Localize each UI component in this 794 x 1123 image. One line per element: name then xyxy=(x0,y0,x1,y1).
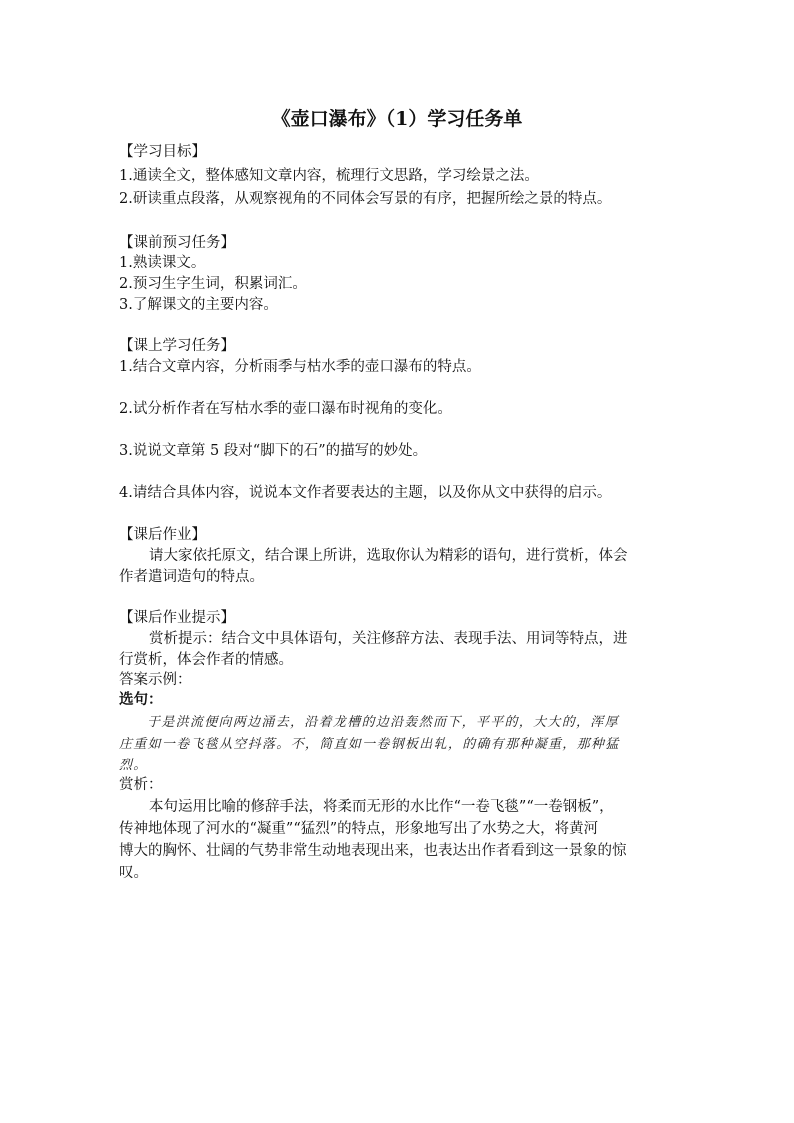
class-tasks-heading: 【课上学习任务】 xyxy=(119,338,235,354)
hint-heading: 【课后作业提示】 xyxy=(119,610,235,626)
class-task-item: 2.试分析作者在写枯水季的壶口瀑布时视角的变化。 xyxy=(119,401,452,417)
class-task-item: 1.结合文章内容，分析雨季与枯水季的壶口瀑布的特点。 xyxy=(119,359,481,375)
preview-item: 2.预习生字生词，积累词汇。 xyxy=(119,276,307,292)
preview-heading: 【课前预习任务】 xyxy=(119,235,235,251)
goals-heading: 【学习目标】 xyxy=(119,144,206,160)
analysis-text: 传神地体现了河水的“凝重”“猛烈”的特点，形象地写出了水势之大，将黄河 xyxy=(119,821,599,837)
homework-heading: 【课后作业】 xyxy=(119,527,206,543)
hint-text: 行赏析，体会作者的情感。 xyxy=(119,652,293,668)
analysis-text: 叹。 xyxy=(119,865,148,881)
analysis-text: 博大的胸怀、壮阔的气势非常生动地表现出来，也表达出作者看到这一景象的惊 xyxy=(119,843,627,859)
document-title: 《壶口瀑布》（1）学习任务单 xyxy=(271,108,523,130)
homework-text: 请大家依托原文，结合课上所讲，选取你认为精彩的语句，进行赏析，体会 xyxy=(149,548,628,564)
quoted-sentence: 庄重如一卷飞毯从空抖落。不，简直如一卷钢板出轧，的确有那种凝重，那种猛 xyxy=(119,737,620,752)
preview-item: 1.熟读课文。 xyxy=(119,255,206,271)
quoted-sentence: 烈。 xyxy=(119,758,148,773)
analysis-text: 本句运用比喻的修辞手法，将柔而无形的水比作“一卷飞毯”“一卷钢板”， xyxy=(149,799,614,815)
preview-item: 3.了解课文的主要内容。 xyxy=(119,297,278,313)
goal-item: 2.研读重点段落，从观察视角的不同体会写景的有序，把握所绘之景的特点。 xyxy=(119,191,612,207)
class-task-item: 4.请结合具体内容，说说本文作者要表达的主题，以及你从文中获得的启示。 xyxy=(119,485,612,501)
class-task-item: 3.说说文章第 5 段对“脚下的石”的描写的妙处。 xyxy=(119,443,428,459)
quoted-sentence: 于是洪流便向两边涌去，沿着龙槽的边沿轰然而下，平平的，大大的，浑厚 xyxy=(147,715,619,730)
example-label: 答案示例： xyxy=(119,672,192,688)
hint-text: 赏析提示：结合文中具体语句，关注修辞方法、表现手法、用词等特点，进 xyxy=(149,631,628,647)
homework-text: 作者遣词造句的特点。 xyxy=(119,569,264,585)
goal-item: 1.通读全文，整体感知文章内容，梳理行文思路，学习绘景之法。 xyxy=(119,168,539,184)
sentence-label: 选句： xyxy=(119,691,163,708)
analysis-label: 赏析： xyxy=(119,777,163,793)
